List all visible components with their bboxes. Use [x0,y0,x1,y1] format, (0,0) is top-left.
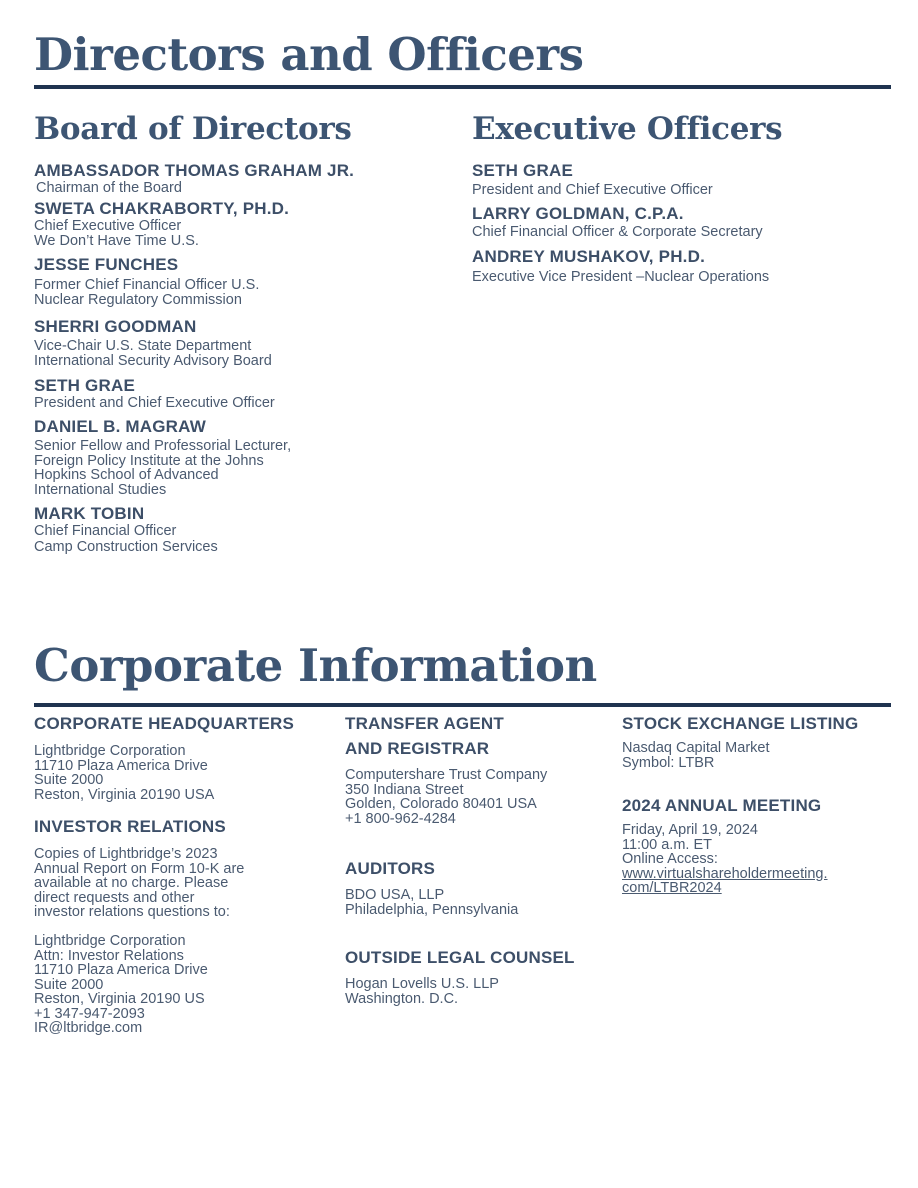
member-title: Senior Fellow and Professorial Lecturer, [34,438,292,454]
ir-address-line: 11710 Plaza America Drive [34,962,208,978]
meeting-link-line[interactable]: com/LTBR2024 [622,880,722,896]
title-divider [34,85,891,89]
headquarters-heading: CORPORATE HEADQUARTERS [34,714,295,733]
address-line: Suite 2000 [34,772,104,788]
officer-name: LARRY GOLDMAN, C.P.A. [472,204,684,223]
board-heading: Board of Directors [34,111,352,147]
member-name: SHERRI GOODMAN [34,317,197,336]
officer-name: SETH GRAE [472,161,573,180]
member-title: Vice-Chair U.S. State Department [34,338,252,354]
meeting-link-line[interactable]: www.virtualshareholdermeeting. [622,865,828,882]
legal-counsel-section [345,946,575,1006]
ir-address-line: Reston, Virginia 20190 US [34,991,205,1007]
page-title: Directors and Officers [34,28,584,81]
transfer-agent-heading: TRANSFER AGENT [345,714,504,733]
ir-text-line: Copies of Lightbridge’s 2023 [34,846,218,862]
member-title: Chairman of the Board [36,180,182,196]
meeting-access-label: Online Access: [622,851,718,867]
auditor-line: Philadelphia, Pennsylvania [345,901,519,918]
corporate-title: Corporate Information [34,639,597,692]
officer-title: President and Chief Executive Officer [472,182,713,198]
annual-meeting-heading: 2024 ANNUAL MEETING [622,796,822,815]
legal-line: Washington. D.C. [345,990,459,1007]
registrar-heading: AND REGISTRAR [345,739,490,758]
board-member [34,417,291,497]
headquarters-section [34,712,294,802]
auditor-line: BDO USA, LLP [345,887,445,903]
legal-counsel-heading: OUTSIDE LEGAL COUNSEL [345,948,575,967]
executive-officer [472,204,763,240]
member-title: Foreign Policy Institute at the Johns [34,452,264,469]
member-title: Camp Construction Services [34,538,218,555]
ir-address-line: Suite 2000 [34,976,104,993]
executive-officer [472,247,769,285]
member-title: Chief Executive Officer [34,218,182,234]
member-title: Nuclear Regulatory Commission [34,291,242,308]
auditors-section [345,857,518,917]
board-member [34,317,272,368]
investor-relations-heading: INVESTOR RELATIONS [34,817,226,836]
board-member [34,199,289,248]
corporate-divider [34,703,891,707]
member-title: We Don’t Have Time U.S. [34,232,199,249]
board-member [34,161,354,196]
member-name: MARK TOBIN [34,504,145,523]
board-member [34,255,259,307]
officer-name: ANDREY MUSHAKOV, PH.D. [472,247,705,266]
annual-meeting-section [622,794,828,896]
ir-email-link[interactable]: IR@ltbridge.com [34,1020,143,1036]
member-title: Hopkins School of Advanced [34,467,219,483]
stock-line: Nasdaq Capital Market [622,740,770,756]
legal-line: Hogan Lovells U.S. LLP [345,976,499,992]
address-line: 11710 Plaza America Drive [34,757,208,774]
board-member [34,504,218,554]
ir-text-line: investor relations questions to: [34,904,230,920]
member-name: JESSE FUNCHES [34,255,179,274]
agent-line: Golden, Colorado 80401 USA [345,796,537,812]
board-member [34,376,275,411]
investor-relations-section [34,815,244,1036]
meeting-time: 11:00 a.m. ET [622,836,712,853]
member-title: President and Chief Executive Officer [34,395,275,411]
meeting-date: Friday, April 19, 2024 [622,822,758,838]
agent-phone: +1 800-962-4284 [345,810,456,827]
executive-officer [472,161,713,198]
stock-symbol: Symbol: LTBR [622,754,715,771]
ir-text-line: Annual Report on Form 10-K are [34,860,245,877]
member-title: Former Chief Financial Officer U.S. [34,277,260,293]
stock-listing-heading: STOCK EXCHANGE LISTING [622,714,859,733]
stock-listing-section [622,712,858,770]
member-title: International Studies [34,481,167,498]
transfer-agent-section [345,712,547,826]
ir-text-line: direct requests and other [34,889,195,906]
ir-address-line: Lightbridge Corporation [34,933,186,949]
member-title: Chief Financial Officer [34,523,177,539]
member-name: DANIEL B. MAGRAW [34,417,206,436]
officer-title: Chief Financial Officer & Corporate Secretary [472,224,763,240]
agent-line: 350 Indiana Street [345,781,464,798]
member-name: AMBASSADOR THOMAS GRAHAM JR. [34,161,355,180]
auditors-heading: AUDITORS [345,859,436,878]
agent-line: Computershare Trust Company [345,767,548,783]
ir-phone: +1 347-947-2093 [34,1005,145,1022]
meeting-link[interactable] [622,867,828,896]
address-line: Reston, Virginia 20190 USA [34,786,215,803]
member-name: SWETA CHAKRABORTY, PH.D. [34,199,290,218]
member-name: SETH GRAE [34,376,135,395]
ir-address-line: Attn: Investor Relations [34,947,184,964]
officer-title: Executive Vice President –Nuclear Operations [472,269,770,285]
member-title: International Security Advisory Board [34,352,272,369]
executives-heading: Executive Officers [472,111,783,147]
address-line: Lightbridge Corporation [34,743,186,759]
ir-text-line: available at no charge. Please [34,875,229,891]
